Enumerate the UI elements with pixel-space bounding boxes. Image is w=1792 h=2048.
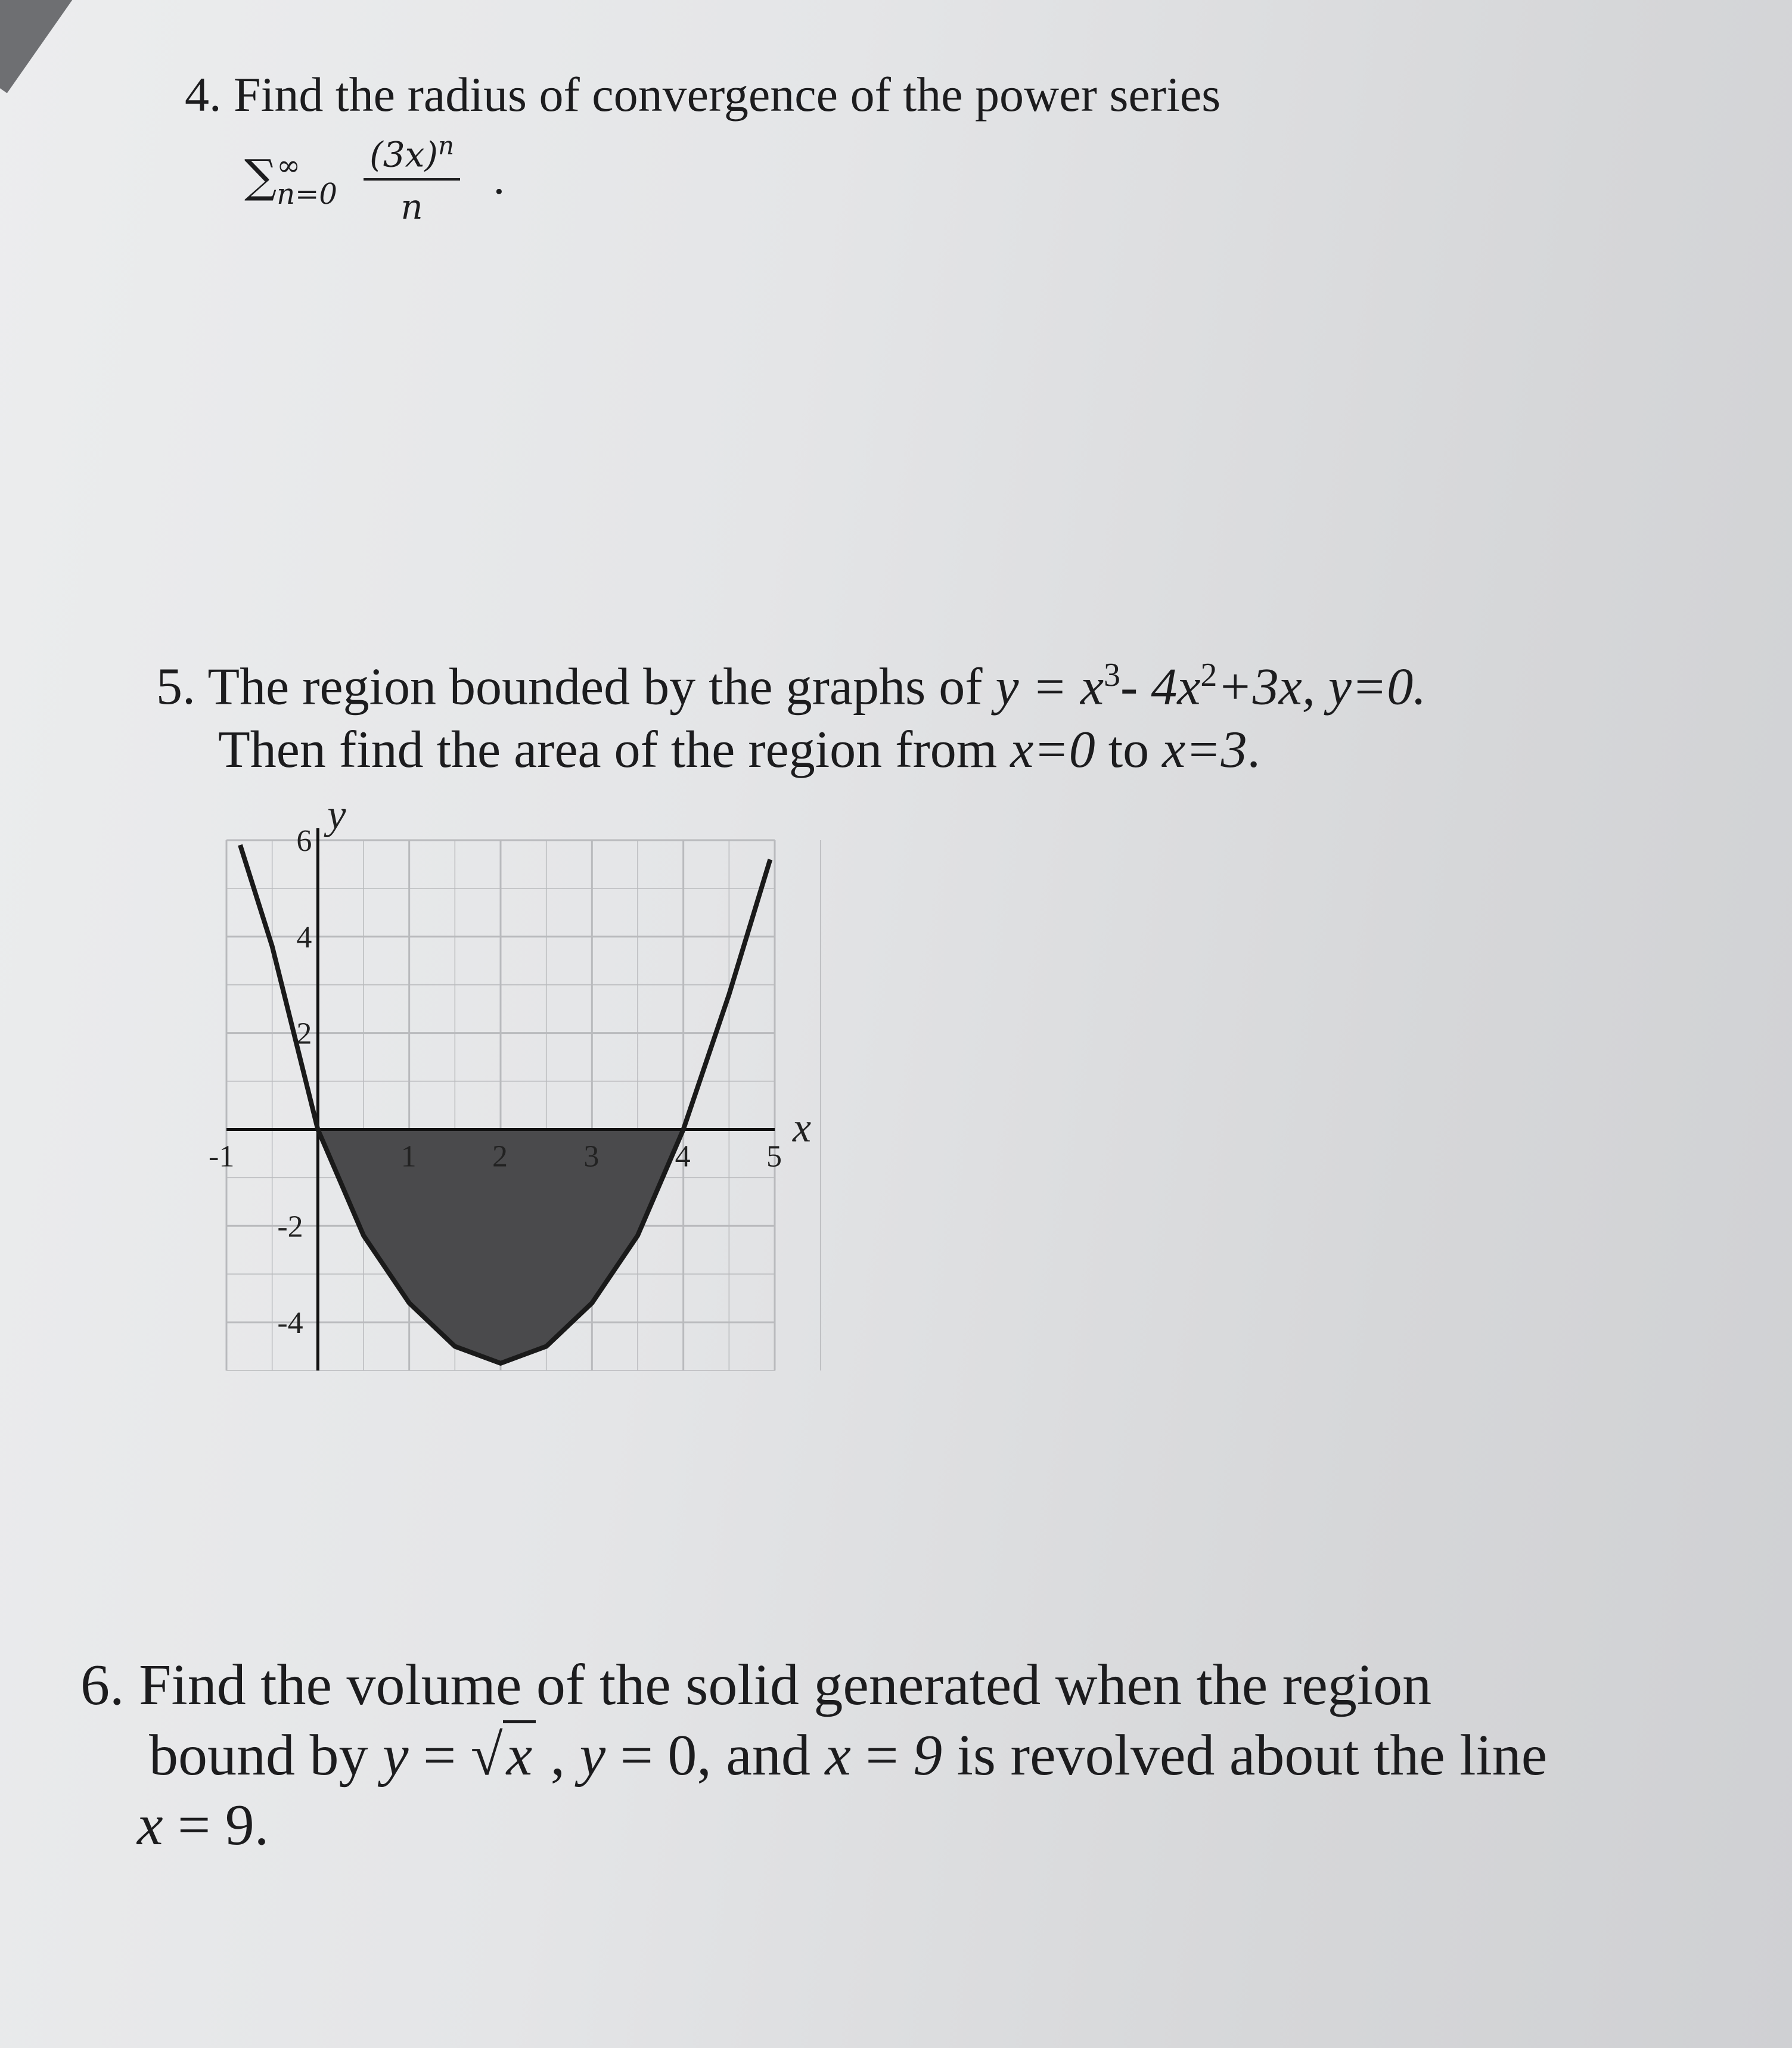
problem-5-equation-end: +3x, y=0. — [1217, 658, 1427, 716]
problem-5-to: to — [1095, 720, 1163, 779]
problem-4-text: Find the radius of convergence of the power series — [234, 67, 1221, 122]
x-tick-label: 3 — [583, 1139, 600, 1174]
problem-5-bound-b: x=3 — [1162, 720, 1247, 779]
sum-lower-limit: n=0 — [277, 178, 337, 212]
sqrt-radicand: x — [503, 1720, 536, 1788]
problem-5-line-2 — [156, 719, 1426, 782]
problem-5-bound-a: x=0 — [1010, 720, 1095, 779]
sqrt-sign: √ — [470, 1723, 503, 1788]
x-tick-label: 4 — [675, 1139, 691, 1174]
problem-6-y2: y — [579, 1723, 606, 1788]
x-tick-label: 5 — [766, 1139, 782, 1174]
summation — [244, 149, 337, 212]
problem-5-exp-2: 2 — [1200, 657, 1218, 694]
problem-6-line-2 — [80, 1721, 1547, 1791]
problem-5-exp-3: 3 — [1104, 657, 1121, 694]
numerator-base: (3x) — [369, 134, 438, 175]
problem-6-number: 6. — [80, 1653, 125, 1717]
region-graph-svg — [209, 792, 812, 1394]
problem-5-text-1: The region bounded by the graphs of — [207, 658, 996, 716]
problem-5-line-1 — [156, 655, 1426, 719]
y-tick-label: 6 — [296, 824, 312, 858]
numerator-exponent: n — [437, 131, 455, 160]
problem-6-y: y — [383, 1723, 409, 1788]
problem-6-comma: , — [536, 1723, 580, 1788]
problem-6-x: x — [825, 1723, 851, 1788]
problem-5-period: . — [1247, 720, 1260, 779]
x-tick-label: 2 — [492, 1139, 508, 1174]
series-fraction — [364, 131, 460, 227]
problem-6-eq2: = 0, and — [605, 1723, 825, 1788]
sigma-symbol: ∑ — [244, 150, 277, 203]
y-tick-label: 4 — [296, 920, 312, 955]
x-axis-label: x — [793, 1105, 812, 1151]
x-tick-label: -1 — [209, 1139, 235, 1174]
problem-5-text-2: Then find the area of the region from — [218, 720, 1011, 779]
problem-4-number: 4. — [185, 67, 222, 122]
sqrt-expression — [471, 1721, 536, 1791]
problem-4-line-1 — [185, 66, 1220, 124]
problem-6 — [80, 1651, 1547, 1861]
power-series-expression — [244, 131, 505, 227]
page-corner-shadow — [0, 0, 76, 93]
problem-6-eq3: = — [850, 1723, 914, 1788]
problem-5-equation: y = x — [995, 658, 1104, 716]
problem-4 — [185, 66, 1220, 124]
problem-6-text-2: is revolved about the line — [942, 1723, 1548, 1788]
problem-6-nine: 9 — [913, 1723, 943, 1788]
problem-6-line-3 — [80, 1791, 1547, 1861]
series-numerator — [364, 131, 460, 181]
y-tick-label: -2 — [277, 1210, 303, 1244]
problem-6-axis-x: x — [137, 1793, 163, 1858]
problem-5-number: 5. — [156, 658, 195, 716]
sum-upper-limit: ∞ — [277, 149, 301, 183]
x-tick-label: 1 — [400, 1139, 417, 1174]
region-graph — [209, 792, 812, 1394]
problem-5 — [156, 655, 1426, 782]
problem-6-line-eq: = 9. — [163, 1793, 269, 1858]
problem-6-bound-by: bound by — [149, 1723, 383, 1788]
y-tick-label: 2 — [296, 1017, 312, 1051]
y-axis-label: y — [327, 792, 346, 838]
problem-6-line-1 — [80, 1651, 1547, 1721]
problem-6-eq: = — [408, 1723, 471, 1788]
problem-5-equation-mid: - 4x — [1120, 658, 1201, 716]
series-period: . — [492, 154, 506, 204]
y-tick-label: -4 — [277, 1306, 303, 1341]
problem-6-text-1: Find the volume of the solid generated when the region — [139, 1653, 1432, 1717]
series-denominator: n — [400, 187, 423, 228]
